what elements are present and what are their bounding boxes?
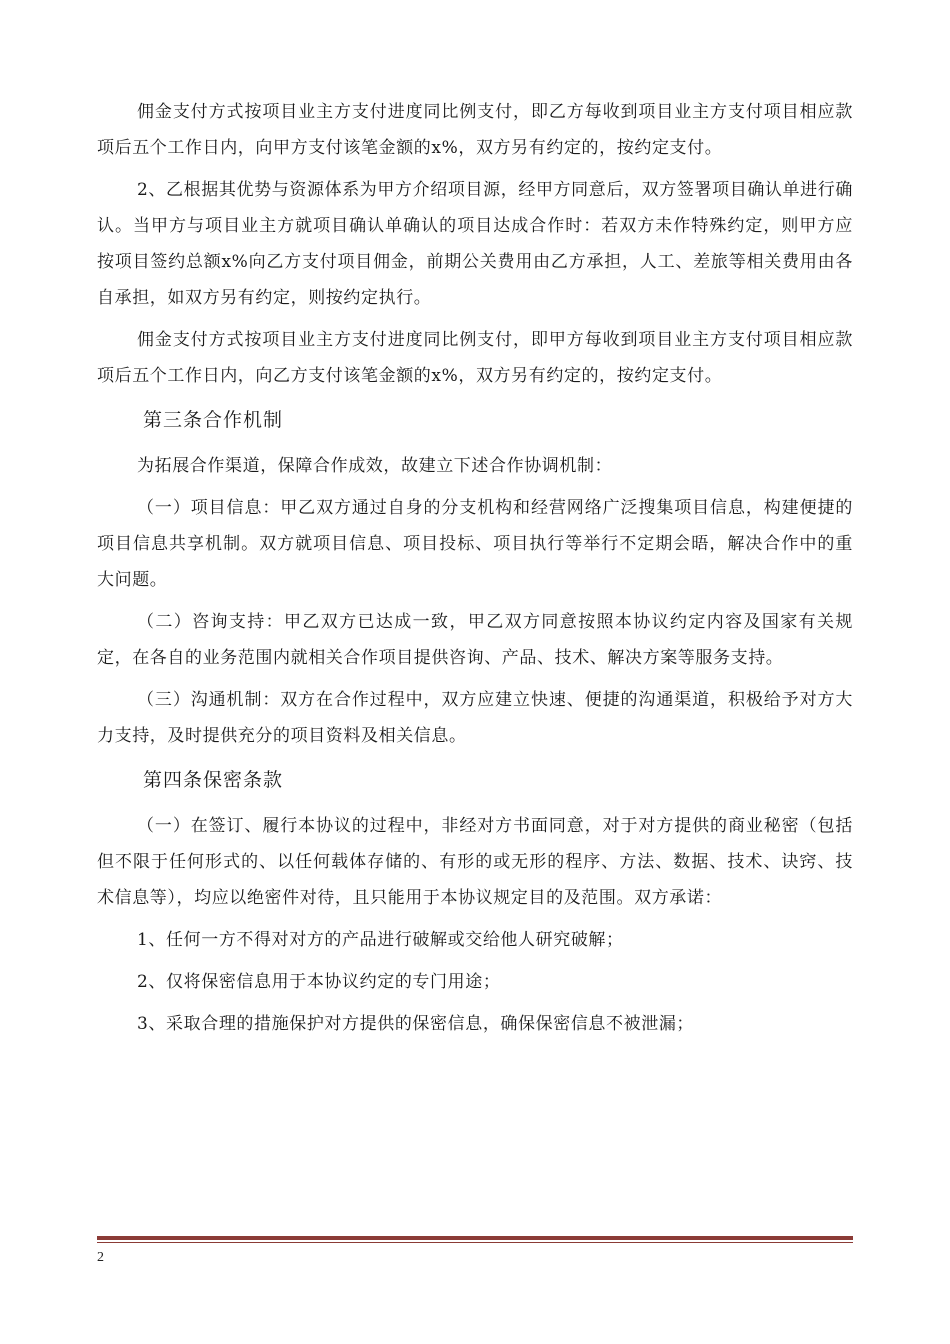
page-number: 2 [97,1250,104,1265]
footer-divider-thick [97,1236,853,1240]
paragraph-commission-payment-a: 佣金支付方式按项目业主方支付进度同比例支付，即乙方每收到项目业主方支付项目相应款项后五个工作日内，向甲方支付该笔金额的x%，双方另有约定的，按约定支付。 [97,102,853,158]
section-4-item-confidentiality: （一）在签订、履行本协议的过程中，非经对方书面同意，对于对方提供的商业秘密（包括但不限于任何形式的、以任何载体存储的、有形的或无形的程序、方法、数据、技术、诀窍、技术信息等），均应以绝密件对待，且只能用于本协议规定目的及范围。双方承诺： [97,816,853,908]
section-3-intro: 为拓展合作渠道，保障合作成效，故建立下述合作协调机制： [137,456,613,476]
section-3-item-communication: （三）沟通机制：双方在合作过程中，双方应建立快速、便捷的沟通渠道，积极给予对方大力支持，及时提供充分的项目资料及相关信息。 [97,690,853,746]
section-4-promise-2: 2、仅将保密信息用于本协议约定的专门用途； [137,972,501,992]
section-3-item-project-info: （一）项目信息：甲乙双方通过自身的分支机构和经营网络广泛搜集项目信息，构建便捷的项目信息共享机制。双方就项目信息、项目投标、项目执行等举行不定期会晤，解决合作中的重大问题。 [97,498,853,590]
paragraph-clause-2: 2、乙根据其优势与资源体系为甲方介绍项目源，经甲方同意后，双方签署项目确认单进行确认。当甲方与项目业主方就项目确认单确认的项目达成合作时：若双方未作特殊约定，则甲方应按项目签约总额x%向乙方支付项目佣金，前期公关费用由乙方承担，人工、差旅等相关费用由各自承担，如双方另有约定，则按约定执行。 [97,180,853,308]
section-4-promise-1: 1、任何一方不得对对方的产品进行破解或交给他人研究破解； [137,930,624,950]
paragraph-commission-payment-b: 佣金支付方式按项目业主方支付进度同比例支付，即甲方每收到项目业主方支付项目相应款项后五个工作日内，向乙方支付该笔金额的x%，双方另有约定的，按约定支付。 [97,330,853,386]
footer-divider-thin [97,1242,853,1243]
footer-divider [97,1236,853,1243]
section-3-heading: 第三条合作机制 [143,409,284,431]
document-body [97,94,853,1048]
section-4-heading: 第四条保密条款 [143,769,284,791]
section-3-item-consulting: （二）咨询支持：甲乙双方已达成一致，甲乙双方同意按照本协议约定内容及国家有关规定，在各自的业务范围内就相关合作项目提供咨询、产品、技术、解决方案等服务支持。 [97,612,853,668]
section-4-promise-3: 3、采取合理的措施保护对方提供的保密信息，确保保密信息不被泄漏； [137,1014,695,1034]
